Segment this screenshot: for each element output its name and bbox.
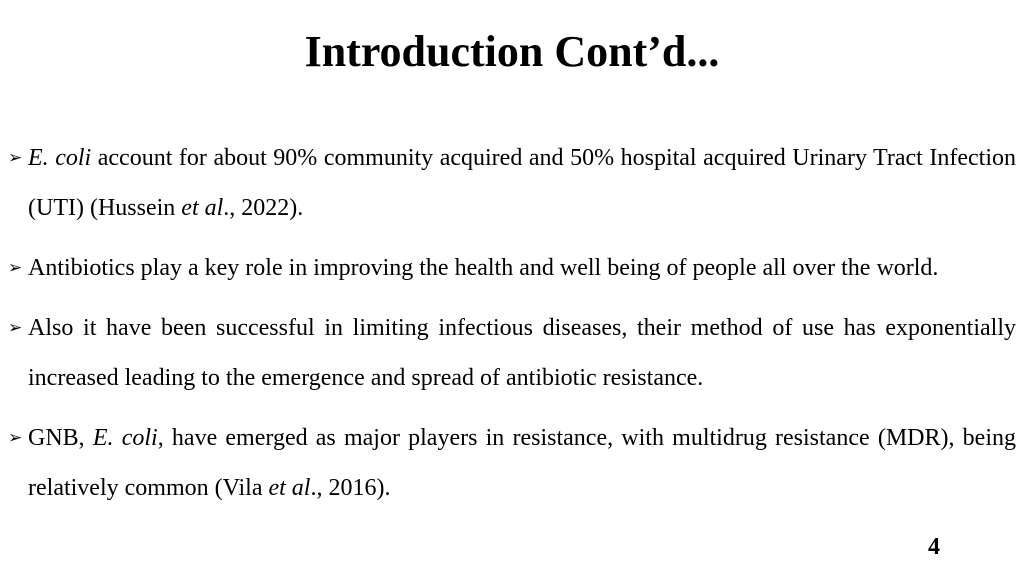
slide-title: Introduction Cont’d... [304, 27, 720, 76]
citation-italic: et al [268, 475, 311, 501]
bullet-item [8, 133, 1016, 233]
arrow-bullet-icon: ➢ [8, 148, 23, 168]
italic-term: E. coli [28, 145, 92, 171]
bullet-item [8, 303, 1016, 403]
citation-italic: et al [181, 195, 224, 221]
bullet-item [8, 243, 1016, 293]
bullet-text: Antibiotics play a key role in improving the health and well being of people all over the world. [28, 255, 939, 281]
italic-term: E. coli [92, 425, 158, 451]
arrow-bullet-icon: ➢ [8, 428, 23, 448]
page-number: 4 [928, 534, 940, 560]
bullet-text: GNB, E. coli, have emerged as major players in resistance, with multidrug resistance (MDR), being relatively common (Vila et al., 2016). [28, 425, 1017, 501]
bullet-text: Also it have been successful in limiting infectious diseases, their method of use has exponentially increased leading to the emergence and spread of antibiotic resistance. [28, 315, 1016, 391]
arrow-bullet-icon: ➢ [8, 258, 23, 278]
arrow-bullet-icon: ➢ [8, 318, 23, 338]
bullet-item [8, 413, 1016, 513]
bullet-list [8, 133, 1016, 523]
bullet-text: E. coli account for about 90% community acquired and 50% hospital acquired Urinary Tract Infection (UTI) (Hussein et al., 2022). [28, 145, 1016, 221]
